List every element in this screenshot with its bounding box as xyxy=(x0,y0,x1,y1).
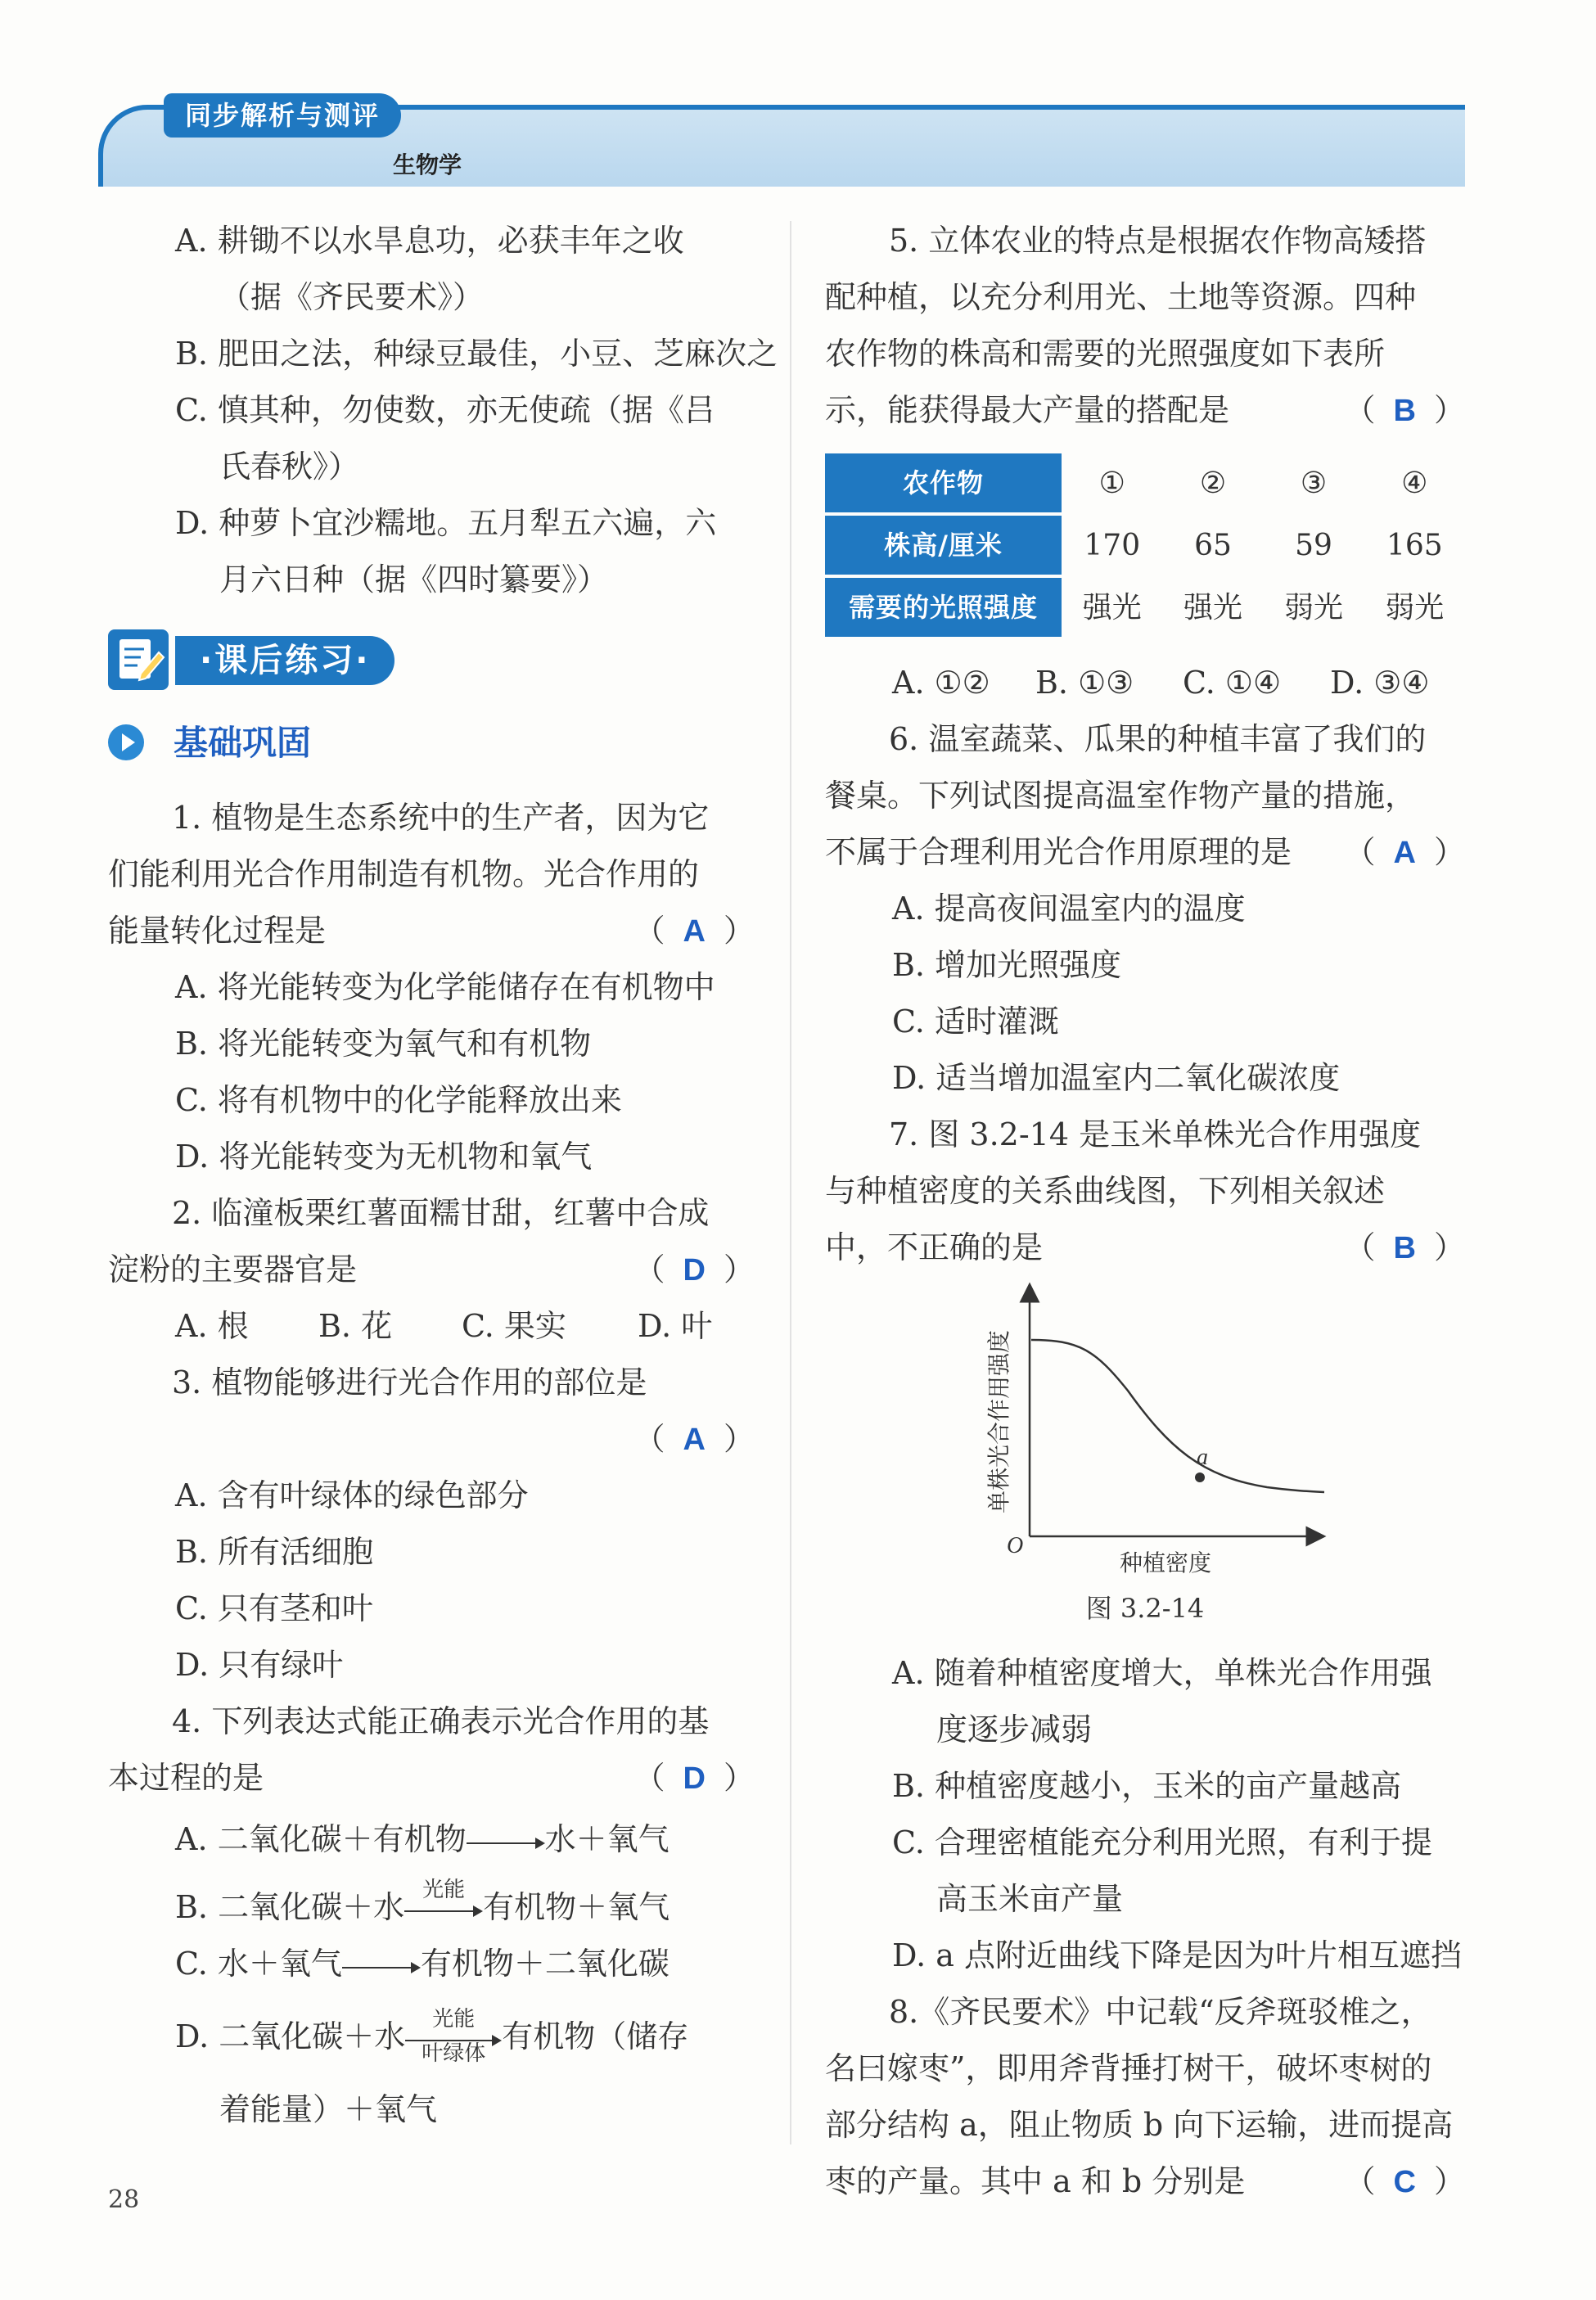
q5-stem-text: 示，能获得最大产量的搭配是 xyxy=(825,392,1230,428)
q7-stem-line1: 7. 图 3.2-14 是玉米单株光合作用强度 xyxy=(889,1116,1422,1152)
q6-stem-text: 不属于合理利用光合作用原理的是 xyxy=(825,834,1292,870)
q2-answer-bracket: （ D ） xyxy=(633,1251,755,1288)
q7-answer: B xyxy=(1393,1231,1416,1265)
q1-stem-text: 能量转化过程是 xyxy=(108,913,327,949)
q4-option-d-right: 有机物（储存 xyxy=(502,2018,689,2054)
q7-stem-line3 xyxy=(825,1220,1465,1276)
page-number: 28 xyxy=(108,2185,140,2214)
table-header-light: 需要的光照强度 xyxy=(825,578,1062,637)
q7-option-d: D. a 点附近曲线下降是因为叶片相互遮挡 xyxy=(892,1937,1463,1973)
play-icon xyxy=(108,724,144,760)
q3-option-a: A. 含有叶绿体的绿色部分 xyxy=(175,1477,529,1513)
left-column xyxy=(108,213,778,2138)
q4-option-c xyxy=(108,1936,755,1992)
y-axis-label: 单株光合作用强度 xyxy=(985,1329,1012,1513)
q2-option-d: D. 叶 xyxy=(638,1308,713,1344)
q8-stem-text: 枣的产量。其中 a 和 b 分别是 xyxy=(825,2163,1246,2199)
q4-stem-line1: 4. 下列表达式能正确表示光合作用的基 xyxy=(172,1703,710,1739)
q6-option-a: A. 提高夜间温室内的温度 xyxy=(892,891,1246,927)
q8-stem-line2: 名曰嫁枣”，即用斧背捶打树干，破坏枣树的 xyxy=(825,2050,1432,2086)
table-cell: 65 xyxy=(1194,528,1232,562)
q6-option-b: B. 增加光照强度 xyxy=(892,947,1122,983)
q1-option-d: D. 将光能转变为无机物和氧气 xyxy=(175,1139,593,1175)
q4-option-c-right: 有机物＋二氧化碳 xyxy=(420,1946,670,1982)
q4-option-b xyxy=(108,1879,755,1936)
sub-heading-title: 基础巩固 xyxy=(174,723,312,763)
q5-answer: B xyxy=(1393,394,1416,428)
q5-stem-line1: 5. 立体农业的特点是根据农作物高矮搭 xyxy=(889,223,1427,259)
q5-answer-bracket: （ B ） xyxy=(1344,392,1465,428)
q1-answer: A xyxy=(683,914,706,949)
q6-answer: A xyxy=(1393,836,1416,870)
table-row xyxy=(825,578,1465,637)
point-a xyxy=(1195,1472,1205,1482)
q7-option-c-line2: 高玉米亩产量 xyxy=(936,1881,1124,1917)
figure-3-2-14 xyxy=(825,1276,1465,1587)
arrow-top-label: 光能 xyxy=(422,1877,466,1902)
q4-option-d-cont: 着能量）＋氧气 xyxy=(219,2091,438,2127)
q5-options xyxy=(825,655,1465,711)
q5-stem-line4 xyxy=(825,382,1465,439)
q1-stem-line1: 1. 植物是生态系统中的生产者，因为它 xyxy=(172,800,710,836)
q4-answer: D xyxy=(683,1761,706,1796)
point-a-label: a xyxy=(1197,1445,1208,1470)
q1-option-c: C. 将有机物中的化学能释放出来 xyxy=(175,1082,622,1118)
q2-stem-line2 xyxy=(108,1242,755,1298)
table-cell: 强光 xyxy=(1183,590,1242,625)
q5-stem-line3: 农作物的株高和需要的光照强度如下表所 xyxy=(825,336,1386,372)
q6-answer-bracket: （ A ） xyxy=(1344,834,1465,870)
sub-heading xyxy=(108,711,755,773)
crop-table xyxy=(825,450,1465,640)
q7-stem-text: 中，不正确的是 xyxy=(825,1229,1044,1265)
table-cell: 170 xyxy=(1084,528,1141,562)
q2-stem-line1: 2. 临潼板栗红薯面糯甘甜，红薯中合成 xyxy=(172,1195,710,1231)
density-curve xyxy=(1031,1340,1324,1492)
reaction-arrow xyxy=(467,1826,545,1859)
table-cell: ② xyxy=(1199,466,1227,500)
q4-option-b-left: B. 二氧化碳＋水 xyxy=(175,1889,405,1925)
q8-answer: C xyxy=(1393,2165,1416,2199)
q1-option-b: B. 将光能转变为氧气和有机物 xyxy=(175,1026,592,1062)
q1-stem-line2: 们能利用光合作用制造有机物。光合作用的 xyxy=(108,856,700,892)
q1-option-a: A. 将光能转变为化学能储存在有机物中 xyxy=(175,969,715,1005)
reaction-arrow xyxy=(405,2006,502,2066)
table-cell: 59 xyxy=(1295,528,1332,562)
q4-option-d-left: D. 二氧化碳＋水 xyxy=(175,2018,406,2054)
q3-option-c: C. 只有茎和叶 xyxy=(175,1590,373,1626)
q7-answer-bracket: （ B ） xyxy=(1344,1229,1465,1265)
q4-option-a-right: 水＋氧气 xyxy=(544,1821,670,1857)
q5-option-b: B. ①③ xyxy=(1035,665,1134,701)
pencil-note-icon xyxy=(108,629,169,690)
q8-stem-line3: 部分结构 a，阻止物质 b 向下运输，进而提高 xyxy=(825,2107,1454,2143)
q4-stem-line2 xyxy=(108,1750,755,1806)
q2-option-b: B. 花 xyxy=(318,1308,393,1344)
table-cell: 弱光 xyxy=(1284,590,1344,625)
q4-option-c-left: C. 水＋氧气 xyxy=(175,1946,342,1982)
reaction-arrow xyxy=(342,1950,421,1983)
section-banner xyxy=(108,618,755,700)
q2-answer: D xyxy=(683,1253,706,1288)
q8-stem-line1: 8.《齐民要术》中记载“反斧斑驳椎之， xyxy=(889,1994,1432,2030)
q4-option-d xyxy=(108,2006,755,2066)
q4-stem-text: 本过程的是 xyxy=(108,1760,264,1796)
table-row xyxy=(825,453,1465,512)
q3-stem-line1: 3. 植物能够进行光合作用的部位是 xyxy=(172,1364,647,1400)
q5-option-a: A. ①② xyxy=(892,665,990,701)
q7-option-a-line1: A. 随着种植密度增大，单株光合作用强 xyxy=(892,1655,1432,1691)
prev-option-d-line2: 月六日种（据《四时纂要》） xyxy=(219,561,609,598)
q5-stem-line2: 配种植，以充分利用光、土地等资源。四种 xyxy=(825,279,1417,315)
q6-option-d: D. 适当增加温室内二氧化碳浓度 xyxy=(892,1060,1341,1096)
q7-option-b: B. 种植密度越小，玉米的亩产量越高 xyxy=(892,1768,1402,1804)
table-cell: 强光 xyxy=(1082,590,1142,625)
prev-option-d-line1: D. 种萝卜宜沙糯地。五月犁五六遍，六 xyxy=(175,505,717,541)
right-column xyxy=(825,213,1465,2210)
q1-stem-line3 xyxy=(108,903,755,959)
q4-option-b-right: 有机物＋氧气 xyxy=(483,1889,670,1925)
q4-answer-bracket: （ D ） xyxy=(633,1760,755,1796)
q6-stem-line2: 餐桌。下列试图提高温室作物产量的措施， xyxy=(825,778,1417,814)
table-row xyxy=(825,516,1465,575)
book-title-badge: 同步解析与测评 xyxy=(164,93,401,138)
prev-option-c-line1: C. 慎其种，勿使数，亦无使疏（据《吕 xyxy=(175,392,715,428)
q2-option-a: A. 根 xyxy=(175,1308,249,1344)
column-divider xyxy=(790,221,791,2144)
x-axis-label: 种植密度 xyxy=(1120,1549,1212,1576)
q8-stem-line4 xyxy=(825,2153,1465,2210)
q5-option-d: D. ③④ xyxy=(1330,665,1430,701)
origin-label: O xyxy=(1007,1533,1024,1558)
prev-option-a-line1: A. 耕锄不以水旱息功，必获丰年之收 xyxy=(175,223,684,259)
q4-option-a-left: A. 二氧化碳＋有机物 xyxy=(175,1821,467,1857)
table-cell: 弱光 xyxy=(1385,590,1445,625)
figure-caption: 图 3.2-14 xyxy=(1085,1593,1205,1624)
q3-answer: A xyxy=(683,1423,706,1457)
arrow-top-label: 光能 xyxy=(432,2006,476,2032)
q6-stem-line3 xyxy=(825,824,1465,881)
table-header-height: 株高/厘米 xyxy=(825,516,1062,575)
arrow-bottom-label: 叶绿体 xyxy=(422,2041,486,2066)
prev-option-a-line2: （据《齐民要术》） xyxy=(219,279,485,315)
prev-option-c-line2: 氏春秋》） xyxy=(219,449,360,485)
q2-options xyxy=(108,1298,755,1355)
section-title: ·课后练习· xyxy=(175,636,394,685)
q6-stem-line1: 6. 温室蔬菜、瓜果的种植丰富了我们的 xyxy=(889,721,1427,757)
q3-answer-line xyxy=(108,1411,755,1468)
q3-option-b: B. 所有活细胞 xyxy=(175,1534,374,1570)
q6-option-c: C. 适时灌溉 xyxy=(892,1003,1059,1040)
q7-stem-line2: 与种植密度的关系曲线图，下列相关叙述 xyxy=(825,1173,1386,1209)
table-cell: ① xyxy=(1098,466,1125,500)
table-cell: ④ xyxy=(1401,466,1428,500)
table-header-crop: 农作物 xyxy=(825,453,1062,512)
q7-option-a-line2: 度逐步减弱 xyxy=(936,1711,1093,1748)
prev-option-b: B. 肥田之法，种绿豆最佳，小豆、芝麻次之 xyxy=(175,336,778,372)
q3-answer-bracket: （ A ） xyxy=(633,1421,755,1457)
q8-answer-bracket: （ C ） xyxy=(1344,2163,1465,2199)
q1-answer-bracket: （ A ） xyxy=(633,913,755,949)
q3-option-d: D. 只有绿叶 xyxy=(175,1647,344,1683)
q5-option-c: C. ①④ xyxy=(1183,665,1282,701)
table-cell: ③ xyxy=(1300,466,1328,500)
q4-option-a xyxy=(108,1811,755,1868)
q2-stem-text: 淀粉的主要器官是 xyxy=(108,1251,358,1288)
curve-figure xyxy=(825,1276,1465,1587)
subject-label: 生物学 xyxy=(393,151,462,178)
q2-option-c: C. 果实 xyxy=(462,1308,566,1344)
table-cell: 165 xyxy=(1386,528,1443,562)
reaction-arrow xyxy=(404,1877,483,1927)
q7-option-c-line1: C. 合理密植能充分利用光照，有利于提 xyxy=(892,1824,1432,1860)
